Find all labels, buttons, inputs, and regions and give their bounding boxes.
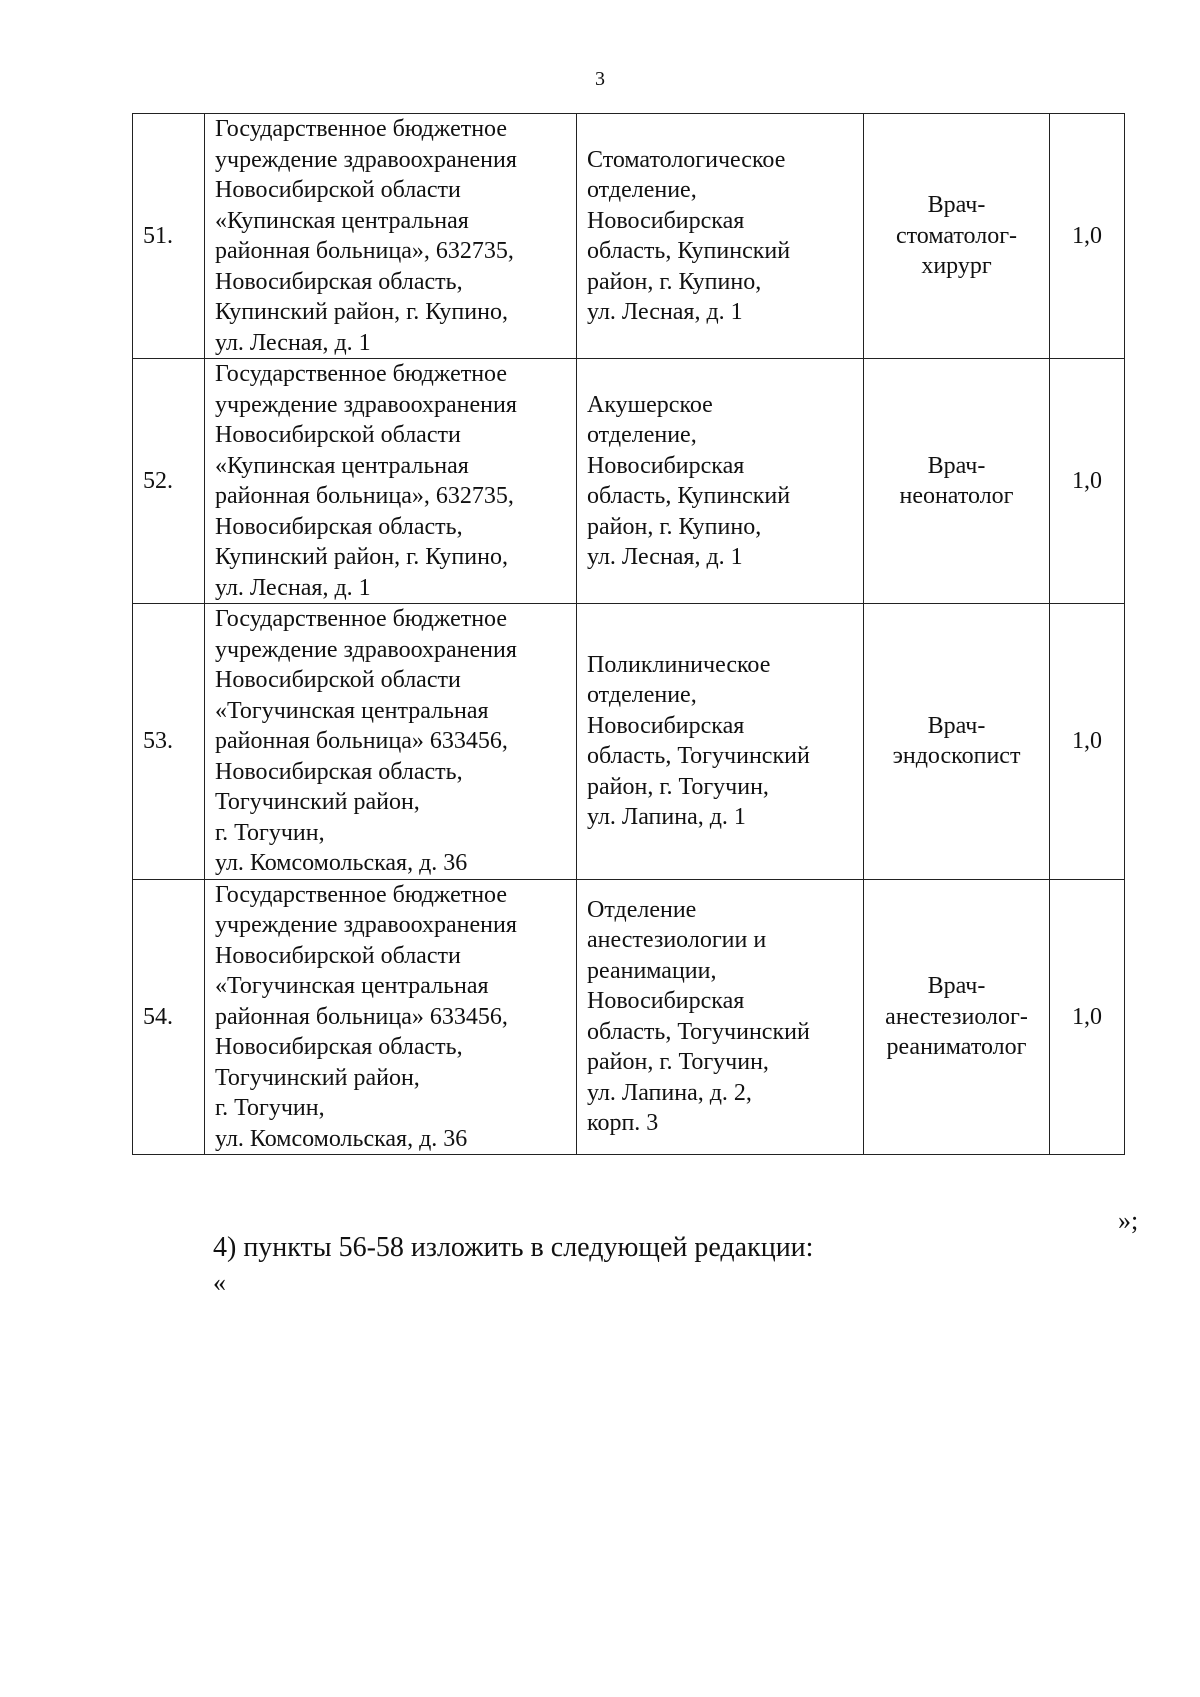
cell-line: хирург <box>921 253 992 280</box>
cell-line: Врач- <box>927 192 986 219</box>
cell-line: Новосибирская <box>587 452 745 479</box>
cell-line: Новосибирской области <box>215 422 461 448</box>
cell-line: корп. 3 <box>587 1110 659 1137</box>
cell-line: Новосибирской области <box>215 177 461 203</box>
cell-line: Новосибирская <box>587 712 745 739</box>
organization-cell <box>205 604 577 880</box>
cell-line: Врач- <box>927 973 986 999</box>
department-cell <box>577 879 864 1155</box>
cell-line: Врач- <box>927 712 986 739</box>
cell-line: Поликлиническое <box>587 651 771 678</box>
table-row <box>133 359 1125 604</box>
cell-line: ул. Комсомольская, д. 36 <box>215 850 468 876</box>
cell-line: ул. Лесная, д. 1 <box>587 299 743 325</box>
cell-line: «Купинская центральная <box>215 207 469 234</box>
rate-cell: 1,0 <box>1050 114 1125 359</box>
cell-line: область, Тогучинский <box>587 743 810 770</box>
rate-cell: 1,0 <box>1050 879 1125 1155</box>
cell-line: Новосибирская область, <box>215 1034 463 1060</box>
cell-line: Новосибирская область, <box>215 758 463 785</box>
cell-line: «Купинская центральная <box>215 452 469 479</box>
cell-line: Государственное бюджетное <box>215 606 507 632</box>
position-cell <box>864 114 1050 359</box>
cell-line: Новосибирской области <box>215 667 461 693</box>
cell-line: учреждение здравоохранения <box>215 391 517 418</box>
cell-line: анестезиолог- <box>885 1003 1028 1030</box>
cell-line: область, Купинский <box>587 238 791 264</box>
cell-line: анестезиологии и <box>587 927 767 954</box>
cell-line: реанимации, <box>587 957 717 984</box>
table-body <box>133 114 1125 1155</box>
cell-line: Государственное бюджетное <box>215 881 507 908</box>
vacancy-table <box>132 113 1125 1155</box>
cell-line: ул. Комсомольская, д. 36 <box>215 1125 468 1152</box>
row-number: 54. <box>133 879 205 1155</box>
table-row <box>133 114 1125 359</box>
cell-line: отделение, <box>587 422 697 448</box>
department-cell <box>577 114 864 359</box>
department-cell <box>577 359 864 604</box>
cell-line: Акушерское <box>587 391 713 418</box>
cell-line: область, Купинский <box>587 483 791 509</box>
row-number: 51. <box>133 114 205 359</box>
cell-line: Новосибирская область, <box>215 268 463 295</box>
cell-line: районная больница» 633456, <box>215 728 508 754</box>
department-cell <box>577 604 864 880</box>
cell-line: учреждение здравоохранения <box>215 912 517 938</box>
row-number: 53. <box>133 604 205 880</box>
cell-line: район, г. Купино, <box>587 268 762 295</box>
cell-line: ул. Лесная, д. 1 <box>587 544 743 570</box>
cell-line: учреждение здравоохранения <box>215 146 517 173</box>
cell-line: г. Тогучин, <box>215 819 325 846</box>
cell-line: Государственное бюджетное <box>215 361 507 387</box>
cell-line: районная больница», 632735, <box>215 238 514 264</box>
table-row <box>133 604 1125 880</box>
cell-line: Купинский район, г. Купино, <box>215 544 508 570</box>
cell-line: неонатолог <box>899 483 1014 509</box>
cell-line: Стоматологическое <box>587 146 786 173</box>
cell-line: Новосибирской области <box>215 942 461 969</box>
cell-line: Тогучинский район, <box>215 789 420 815</box>
rate-cell: 1,0 <box>1050 604 1125 880</box>
cell-line: Новосибирская область, <box>215 513 463 540</box>
opening-quote: « <box>213 1268 226 1297</box>
cell-line: район, г. Тогучин, <box>587 773 769 800</box>
organization-cell <box>205 114 577 359</box>
cell-line: ул. Лапина, д. 1 <box>587 804 746 831</box>
page-number: 3 <box>595 68 605 90</box>
cell-line: Отделение <box>587 896 697 923</box>
cell-line: ул. Лапина, д. 2, <box>587 1079 752 1106</box>
cell-line: Тогучинский район, <box>215 1064 420 1091</box>
position-cell <box>864 604 1050 880</box>
row-number: 52. <box>133 359 205 604</box>
cell-line: Купинский район, г. Купино, <box>215 299 508 325</box>
table-row <box>133 879 1125 1155</box>
organization-cell <box>205 359 577 604</box>
cell-line: реаниматолог <box>886 1034 1027 1060</box>
cell-line: эндоскопист <box>892 743 1021 770</box>
cell-line: учреждение здравоохранения <box>215 636 517 663</box>
rate-cell: 1,0 <box>1050 359 1125 604</box>
cell-line: район, г. Купино, <box>587 513 762 540</box>
cell-line: район, г. Тогучин, <box>587 1049 769 1076</box>
cell-line: Новосибирская <box>587 207 745 234</box>
cell-line: районная больница», 632735, <box>215 483 514 509</box>
cell-line: «Тогучинская центральная <box>215 973 489 999</box>
cell-line: ул. Лесная, д. 1 <box>215 329 371 356</box>
position-cell <box>864 359 1050 604</box>
cell-line: стоматолог- <box>895 222 1018 249</box>
cell-line: Новосибирская <box>587 988 745 1015</box>
closing-quote: »; <box>1118 1206 1139 1235</box>
cell-line: отделение, <box>587 177 697 203</box>
cell-line: область, Тогучинский <box>587 1018 810 1045</box>
amendment-instruction: 4) пункты 56-58 изложить в следующей редакции: <box>213 1232 814 1263</box>
cell-line: ул. Лесная, д. 1 <box>215 574 371 601</box>
cell-line: «Тогучинская центральная <box>215 697 489 724</box>
cell-line: отделение, <box>587 682 697 709</box>
cell-line: Государственное бюджетное <box>215 116 507 142</box>
organization-cell <box>205 879 577 1155</box>
cell-line: районная больница» 633456, <box>215 1003 508 1030</box>
cell-line: Врач- <box>927 452 986 479</box>
cell-line: г. Тогучин, <box>215 1095 325 1121</box>
position-cell <box>864 879 1050 1155</box>
